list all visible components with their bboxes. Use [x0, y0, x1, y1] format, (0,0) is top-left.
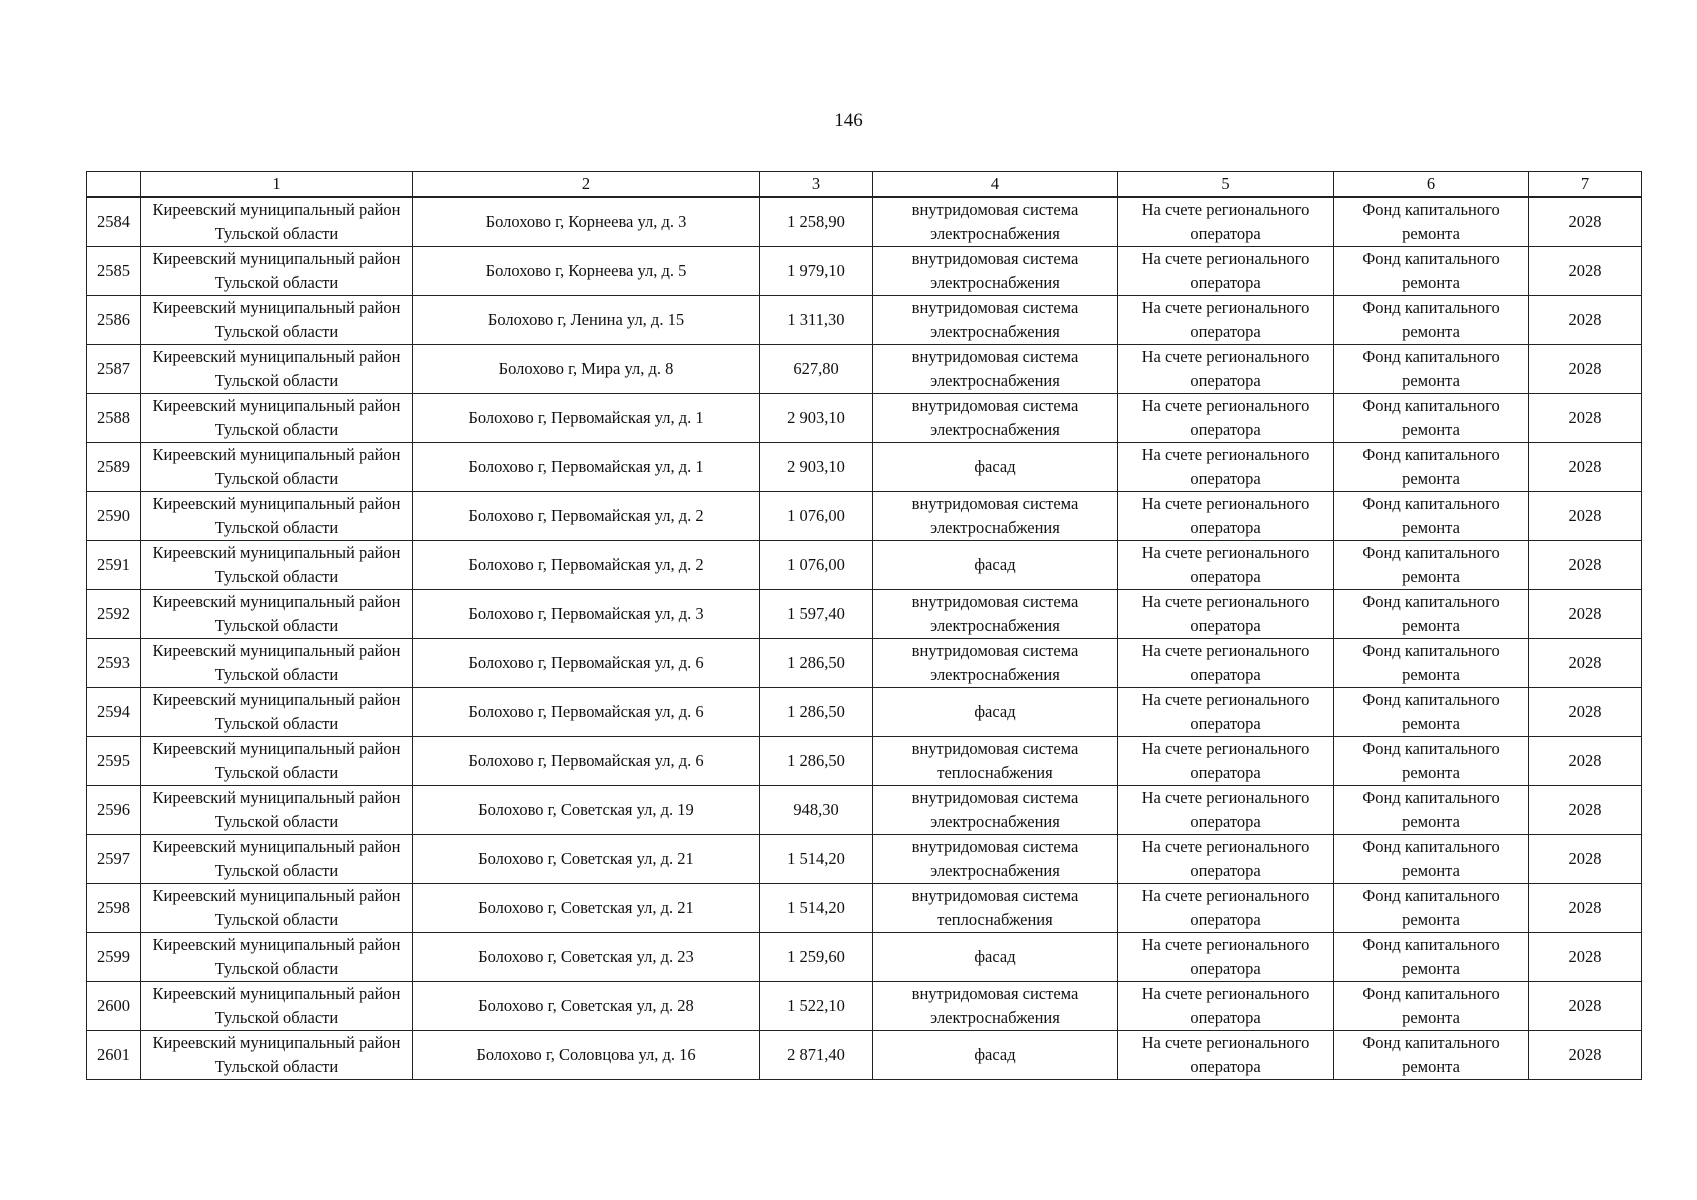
- address-cell: Болохово г, Советская ул, д. 23: [413, 933, 760, 982]
- work-type-cell: внутридомовая система электроснабжения: [873, 786, 1118, 835]
- area-cell: 1 597,40: [760, 590, 873, 639]
- fund-account-cell: На счете регионального оператора: [1118, 786, 1334, 835]
- district-cell: Киреевский муниципальный район Тульской области: [141, 933, 413, 982]
- page-number: 146: [834, 110, 863, 131]
- fund-account-cell: На счете регионального оператора: [1118, 982, 1334, 1031]
- address-cell: Болохово г, Первомайская ул, д. 6: [413, 639, 760, 688]
- table-row: [87, 1031, 1642, 1080]
- fund-account-cell: На счете регионального оператора: [1118, 688, 1334, 737]
- work-type-cell: внутридомовая система электроснабжения: [873, 296, 1118, 345]
- area-cell: 1 076,00: [760, 541, 873, 590]
- district-cell: Киреевский муниципальный район Тульской области: [141, 492, 413, 541]
- fund-account-cell: На счете регионального оператора: [1118, 933, 1334, 982]
- funding-source-cell: Фонд капитального ремонта: [1334, 590, 1529, 639]
- fund-account-cell: На счете регионального оператора: [1118, 737, 1334, 786]
- column-header-3: 3: [760, 172, 873, 198]
- work-type-cell: фасад: [873, 933, 1118, 982]
- address-cell: Болохово г, Корнеева ул, д. 3: [413, 197, 760, 247]
- address-cell: Болохово г, Первомайская ул, д. 1: [413, 443, 760, 492]
- column-header-7: 7: [1529, 172, 1642, 198]
- district-cell: Киреевский муниципальный район Тульской области: [141, 737, 413, 786]
- district-cell: Киреевский муниципальный район Тульской области: [141, 982, 413, 1031]
- district-cell: Киреевский муниципальный район Тульской области: [141, 443, 413, 492]
- fund-account-cell: На счете регионального оператора: [1118, 247, 1334, 296]
- address-cell: Болохово г, Советская ул, д. 28: [413, 982, 760, 1031]
- work-type-cell: внутридомовая система электроснабжения: [873, 247, 1118, 296]
- column-number-row: [87, 172, 1642, 198]
- year-cell: 2028: [1529, 835, 1642, 884]
- table-row: [87, 933, 1642, 982]
- address-cell: Болохово г, Советская ул, д. 21: [413, 835, 760, 884]
- area-cell: 1 311,30: [760, 296, 873, 345]
- district-cell: Киреевский муниципальный район Тульской области: [141, 884, 413, 933]
- address-cell: Болохово г, Первомайская ул, д. 1: [413, 394, 760, 443]
- work-type-cell: внутридомовая система электроснабжения: [873, 835, 1118, 884]
- table-row: [87, 884, 1642, 933]
- work-type-cell: внутридомовая система электроснабжения: [873, 492, 1118, 541]
- district-cell: Киреевский муниципальный район Тульской области: [141, 1031, 413, 1080]
- fund-account-cell: На счете регионального оператора: [1118, 345, 1334, 394]
- work-type-cell: внутридомовая система электроснабжения: [873, 982, 1118, 1031]
- fund-account-cell: На счете регионального оператора: [1118, 394, 1334, 443]
- fund-account-cell: На счете регионального оператора: [1118, 590, 1334, 639]
- funding-source-cell: Фонд капитального ремонта: [1334, 345, 1529, 394]
- row-number-cell: 2592: [87, 590, 141, 639]
- address-cell: Болохово г, Первомайская ул, д. 2: [413, 492, 760, 541]
- district-cell: Киреевский муниципальный район Тульской области: [141, 541, 413, 590]
- work-type-cell: внутридомовая система теплоснабжения: [873, 737, 1118, 786]
- year-cell: 2028: [1529, 737, 1642, 786]
- fund-account-cell: На счете регионального оператора: [1118, 835, 1334, 884]
- area-cell: 1 514,20: [760, 884, 873, 933]
- area-cell: 1 514,20: [760, 835, 873, 884]
- funding-source-cell: Фонд капитального ремонта: [1334, 394, 1529, 443]
- row-number-cell: 2593: [87, 639, 141, 688]
- year-cell: 2028: [1529, 394, 1642, 443]
- year-cell: 2028: [1529, 443, 1642, 492]
- address-cell: Болохово г, Первомайская ул, д. 6: [413, 737, 760, 786]
- area-cell: 1 259,60: [760, 933, 873, 982]
- table-row: [87, 688, 1642, 737]
- funding-source-cell: Фонд капитального ремонта: [1334, 1031, 1529, 1080]
- work-type-cell: внутридомовая система электроснабжения: [873, 197, 1118, 247]
- funding-source-cell: Фонд капитального ремонта: [1334, 541, 1529, 590]
- table-row: [87, 590, 1642, 639]
- work-type-cell: внутридомовая система электроснабжения: [873, 394, 1118, 443]
- funding-source-cell: Фонд капитального ремонта: [1334, 443, 1529, 492]
- row-number-cell: 2589: [87, 443, 141, 492]
- area-cell: 2 903,10: [760, 443, 873, 492]
- fund-account-cell: На счете регионального оператора: [1118, 443, 1334, 492]
- fund-account-cell: На счете регионального оператора: [1118, 296, 1334, 345]
- area-cell: 2 903,10: [760, 394, 873, 443]
- funding-source-cell: Фонд капитального ремонта: [1334, 197, 1529, 247]
- fund-account-cell: На счете регионального оператора: [1118, 1031, 1334, 1080]
- district-cell: Киреевский муниципальный район Тульской области: [141, 394, 413, 443]
- work-type-cell: внутридомовая система электроснабжения: [873, 590, 1118, 639]
- fund-account-cell: На счете регионального оператора: [1118, 639, 1334, 688]
- address-cell: Болохово г, Корнеева ул, д. 5: [413, 247, 760, 296]
- fund-account-cell: На счете регионального оператора: [1118, 884, 1334, 933]
- capital-repair-table: [86, 171, 1642, 1080]
- work-type-cell: внутридомовая система электроснабжения: [873, 639, 1118, 688]
- area-cell: 1 522,10: [760, 982, 873, 1031]
- area-cell: 1 979,10: [760, 247, 873, 296]
- table-row: [87, 394, 1642, 443]
- address-cell: Болохово г, Мира ул, д. 8: [413, 345, 760, 394]
- address-cell: Болохово г, Первомайская ул, д. 3: [413, 590, 760, 639]
- table-row: [87, 835, 1642, 884]
- row-number-cell: 2588: [87, 394, 141, 443]
- fund-account-cell: На счете регионального оператора: [1118, 541, 1334, 590]
- fund-account-cell: На счете регионального оператора: [1118, 492, 1334, 541]
- year-cell: 2028: [1529, 639, 1642, 688]
- funding-source-cell: Фонд капитального ремонта: [1334, 884, 1529, 933]
- address-cell: Болохово г, Советская ул, д. 21: [413, 884, 760, 933]
- column-header-6: 6: [1334, 172, 1529, 198]
- funding-source-cell: Фонд капитального ремонта: [1334, 639, 1529, 688]
- year-cell: 2028: [1529, 247, 1642, 296]
- table-body: [87, 197, 1642, 1080]
- row-number-cell: 2591: [87, 541, 141, 590]
- area-cell: 627,80: [760, 345, 873, 394]
- funding-source-cell: Фонд капитального ремонта: [1334, 492, 1529, 541]
- row-number-cell: 2600: [87, 982, 141, 1031]
- work-type-cell: фасад: [873, 541, 1118, 590]
- table-row: [87, 737, 1642, 786]
- table-row: [87, 197, 1642, 247]
- table-row: [87, 639, 1642, 688]
- year-cell: 2028: [1529, 492, 1642, 541]
- row-number-cell: 2586: [87, 296, 141, 345]
- row-number-cell: 2594: [87, 688, 141, 737]
- district-cell: Киреевский муниципальный район Тульской области: [141, 296, 413, 345]
- funding-source-cell: Фонд капитального ремонта: [1334, 247, 1529, 296]
- year-cell: 2028: [1529, 933, 1642, 982]
- fund-account-cell: На счете регионального оператора: [1118, 197, 1334, 247]
- district-cell: Киреевский муниципальный район Тульской области: [141, 786, 413, 835]
- district-cell: Киреевский муниципальный район Тульской области: [141, 688, 413, 737]
- year-cell: 2028: [1529, 688, 1642, 737]
- row-number-cell: 2597: [87, 835, 141, 884]
- row-number-cell: 2590: [87, 492, 141, 541]
- year-cell: 2028: [1529, 786, 1642, 835]
- district-cell: Киреевский муниципальный район Тульской области: [141, 835, 413, 884]
- area-cell: 1 076,00: [760, 492, 873, 541]
- address-cell: Болохово г, Первомайская ул, д. 2: [413, 541, 760, 590]
- year-cell: 2028: [1529, 345, 1642, 394]
- column-header-2: 2: [413, 172, 760, 198]
- table-row: [87, 345, 1642, 394]
- year-cell: 2028: [1529, 884, 1642, 933]
- year-cell: 2028: [1529, 541, 1642, 590]
- district-cell: Киреевский муниципальный район Тульской области: [141, 345, 413, 394]
- funding-source-cell: Фонд капитального ремонта: [1334, 933, 1529, 982]
- address-cell: Болохово г, Советская ул, д. 19: [413, 786, 760, 835]
- funding-source-cell: Фонд капитального ремонта: [1334, 737, 1529, 786]
- row-number-cell: 2596: [87, 786, 141, 835]
- area-cell: 1 286,50: [760, 737, 873, 786]
- area-cell: 1 286,50: [760, 639, 873, 688]
- row-number-cell: 2601: [87, 1031, 141, 1080]
- row-number-cell: 2598: [87, 884, 141, 933]
- year-cell: 2028: [1529, 982, 1642, 1031]
- area-cell: 1 258,90: [760, 197, 873, 247]
- column-header-row-number: [87, 172, 141, 198]
- funding-source-cell: Фонд капитального ремонта: [1334, 786, 1529, 835]
- row-number-cell: 2585: [87, 247, 141, 296]
- year-cell: 2028: [1529, 296, 1642, 345]
- work-type-cell: фасад: [873, 688, 1118, 737]
- table-row: [87, 982, 1642, 1031]
- funding-source-cell: Фонд капитального ремонта: [1334, 982, 1529, 1031]
- table-row: [87, 786, 1642, 835]
- column-header-5: 5: [1118, 172, 1334, 198]
- address-cell: Болохово г, Первомайская ул, д. 6: [413, 688, 760, 737]
- funding-source-cell: Фонд капитального ремонта: [1334, 296, 1529, 345]
- area-cell: 2 871,40: [760, 1031, 873, 1080]
- area-cell: 948,30: [760, 786, 873, 835]
- funding-source-cell: Фонд капитального ремонта: [1334, 835, 1529, 884]
- address-cell: Болохово г, Соловцова ул, д. 16: [413, 1031, 760, 1080]
- address-cell: Болохово г, Ленина ул, д. 15: [413, 296, 760, 345]
- work-type-cell: внутридомовая система теплоснабжения: [873, 884, 1118, 933]
- district-cell: Киреевский муниципальный район Тульской области: [141, 639, 413, 688]
- row-number-cell: 2587: [87, 345, 141, 394]
- table-row: [87, 443, 1642, 492]
- row-number-cell: 2584: [87, 197, 141, 247]
- row-number-cell: 2595: [87, 737, 141, 786]
- district-cell: Киреевский муниципальный район Тульской области: [141, 247, 413, 296]
- year-cell: 2028: [1529, 1031, 1642, 1080]
- year-cell: 2028: [1529, 590, 1642, 639]
- table-row: [87, 247, 1642, 296]
- area-cell: 1 286,50: [760, 688, 873, 737]
- work-type-cell: фасад: [873, 443, 1118, 492]
- district-cell: Киреевский муниципальный район Тульской области: [141, 197, 413, 247]
- district-cell: Киреевский муниципальный район Тульской области: [141, 590, 413, 639]
- work-type-cell: внутридомовая система электроснабжения: [873, 345, 1118, 394]
- column-header-4: 4: [873, 172, 1118, 198]
- column-header-1: 1: [141, 172, 413, 198]
- table-row: [87, 296, 1642, 345]
- year-cell: 2028: [1529, 197, 1642, 247]
- table-row: [87, 541, 1642, 590]
- row-number-cell: 2599: [87, 933, 141, 982]
- work-type-cell: фасад: [873, 1031, 1118, 1080]
- table-row: [87, 492, 1642, 541]
- funding-source-cell: Фонд капитального ремонта: [1334, 688, 1529, 737]
